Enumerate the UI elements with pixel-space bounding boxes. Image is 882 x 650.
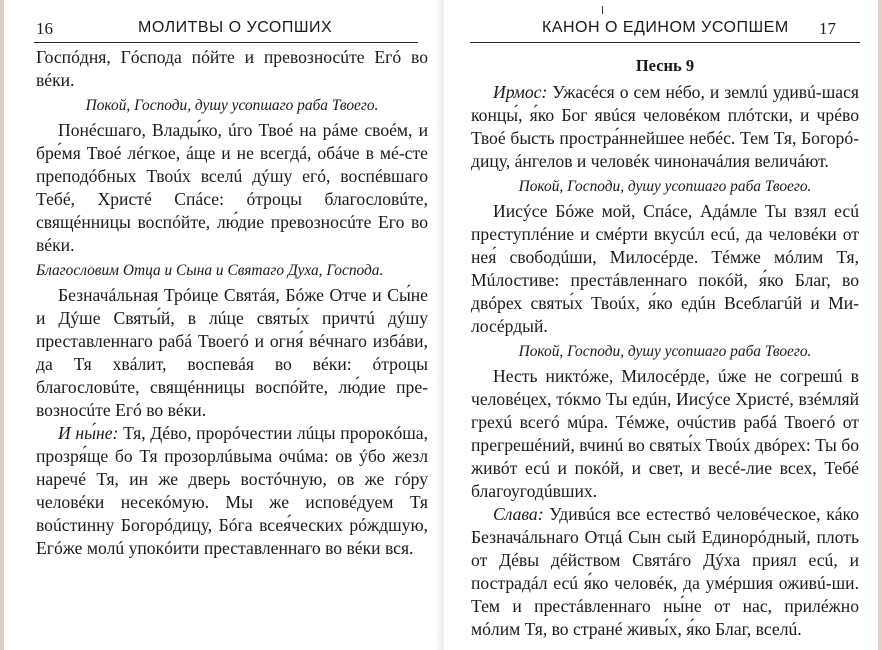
song-title: Песнь 9	[635, 56, 695, 75]
refrain: Покой, Господи, душу усопшаго раба Твоего.	[518, 343, 812, 360]
right-page	[444, 0, 882, 650]
page-edge	[878, 0, 882, 650]
paragraph: Несть никтóже, Милосéрде, úже не согрешú в человéцех, тóкмо Ты едúн, Иисýсе Христé, взéмляй грехú всегó мúра. Тéмже, очúстив рабá Твоегó от прегрешéний, вчинú во святы́х Твоúх двóрех: Ты бо живóт есú и покóй, и свет, и весé-лие всех, Тебé благоугодúвших.	[471, 366, 860, 501]
header-rule	[34, 42, 418, 43]
paragraph: Понéсшаго, Влады́ко, úго Твоé на рáме своéм, и бре́мя Твоé лéгкое, áще и не всегдá, обáче в мé-сте преподóбных Твоúх вселú дýшу егó, воспéвшаго Тебé, Христé Спáсе: óтроцы благословúте, свящéнницы воспóйте, лю́дие превозносúте Его во вéки.	[36, 120, 428, 255]
paragraph-lead: Ирмос:	[493, 82, 548, 102]
header-rule	[470, 42, 860, 43]
page-edge	[0, 0, 4, 650]
paragraph	[36, 422, 428, 560]
paragraph: Безначáльная Трóице Святáя, Бóже Отче и Сы́не и Дýше Святы́й, в лúце святы́х причтú дýшу преставленнаго рабá Твоегó и огня́ вéчнаго избáви, да Тя хвáлит, воспевáя во вéки: óтроцы благословúте, свящéнницы воспóйте, лю́дие пре-возносúте Егó во вéки.	[36, 285, 428, 420]
paragraph: Иисýсе Бóже мой, Спáсе, Адáмле Ты взял есú преступлéние и смéрти вкусúл есú, да человéки от нея́ свободúши, Милосéрде. Тéмже мóлим Тя, Мúлостиве: престáвленнаго покóй, я́ко Благ, во двóрех святы́х Твоúх, я́ко едúн Всеблагúй и Ми-лосéрдый.	[471, 201, 859, 336]
paragraph: Госпóдня, Гóспода пóйте и превозносúте Егó во вéки.	[36, 47, 428, 90]
right-body-text	[471, 46, 859, 641]
left-body-text	[36, 46, 428, 560]
running-head-left: МОЛИТВЫ О УСОПШИХ	[138, 19, 333, 36]
paragraph-text: Удивúся все естествó человéческое, кáко Безначáльнаго Отцá Сын сый Единорóдный, плоть от Дéвы дéйством Святáго Дýха приял есú, и пострадáл есú я́ко человéк, да умéршия оживú-ши. Тем и престáвленнаго ны́не от нас, прилéжно мóлим Тя, во странé живы́х, я́ко Благ, вселú.	[471, 504, 859, 639]
paragraph-text: Ужасéся о сем нéбо, и землú удивú-шася концы́, я́ко Бог явúся человéком плóтски, и чрéво Твоé бысть простра́ннейшее небéс. Тем Тя, Богорó-дицу, áнгелов и человéк чиноначáлия величáют.	[471, 82, 859, 171]
paragraph-lead: И ны́не:	[58, 423, 119, 443]
paragraph	[471, 503, 859, 641]
paragraph	[471, 81, 859, 173]
left-page	[0, 0, 440, 650]
paragraph-text: Тя, Дéво, прорóчестии лúцы пророкóша, прозря́ще бо Тя прозорлúвыма очúма: ов ýбо жезл наречé Тя, ин же дверь востóчную, ов же гóру человéки несекóмую. Мы же исповéдуем Тя воúстинну Богорóдицу, Бóга всея́ческих рóждшую, Егóже молú упокóити преставленнаго во вéки вся.	[36, 423, 428, 558]
running-head-right: КАНОН О ЕДИНОМ УСОПШЕМ	[542, 19, 789, 36]
refrain: Благословим Отца и Сына и Святаго Духа, Господа.	[36, 262, 384, 279]
page-number-right: 17	[819, 19, 836, 38]
paragraph-lead: Слава:	[493, 504, 544, 524]
tick-mark	[602, 6, 603, 14]
refrain: Покой, Господи, душу усопшаго раба Твоего.	[518, 178, 812, 195]
refrain: Покой, Господи, душу усопшаго раба Твоего.	[85, 97, 379, 114]
page-number-left: 16	[36, 19, 53, 38]
